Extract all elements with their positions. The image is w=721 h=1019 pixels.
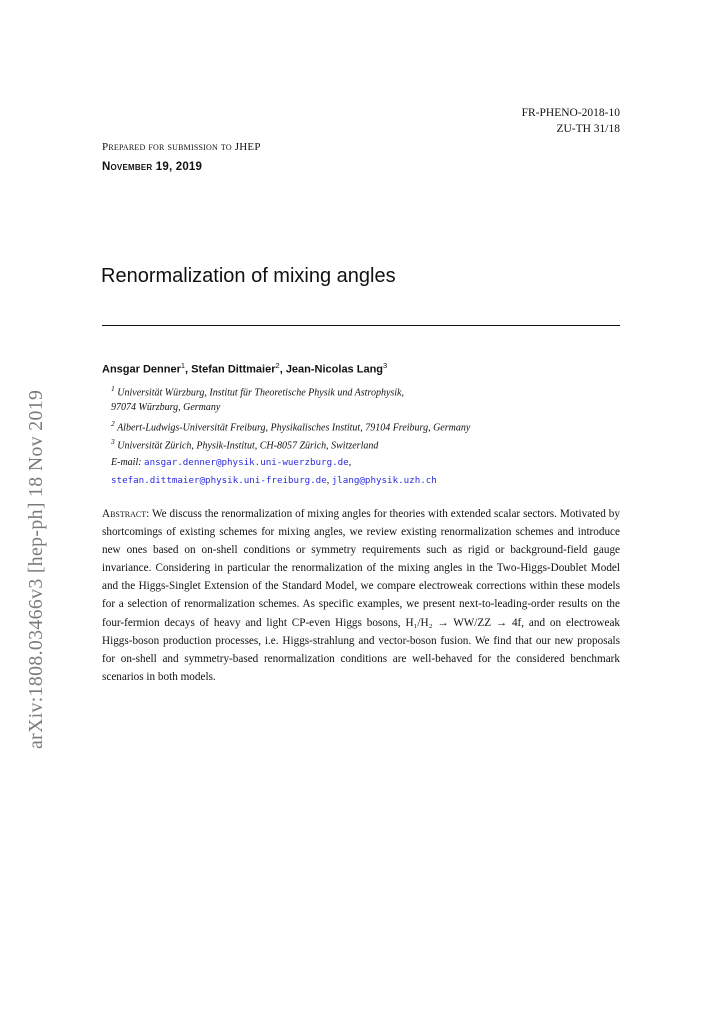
affiliation-marker: 2 bbox=[111, 419, 115, 428]
affiliation-marker: 3 bbox=[111, 437, 115, 446]
email-link-denner[interactable]: ansgar.denner@physik.uni-wuerzburg.de bbox=[144, 457, 349, 468]
affiliation-1-continued: 97074 Würzburg, Germany bbox=[111, 402, 221, 413]
affiliation-3 bbox=[111, 437, 378, 451]
email-link-dittmaier[interactable]: stefan.dittmaier@physik.uni-freiburg.de bbox=[111, 475, 327, 486]
email-separator: , bbox=[326, 475, 332, 486]
author-separator: , bbox=[185, 363, 192, 376]
affiliation-2 bbox=[111, 419, 470, 433]
abstract bbox=[102, 505, 620, 686]
author-name: Ansgar Denner bbox=[102, 363, 181, 376]
prepared-for-journal: Prepared for submission to JHEP bbox=[102, 141, 261, 153]
author-name: Jean-Nicolas Lang bbox=[285, 363, 384, 376]
author-list bbox=[102, 361, 387, 376]
email-line bbox=[111, 457, 351, 468]
preprint-date: November 19, 2019 bbox=[102, 161, 203, 173]
affiliation-1 bbox=[111, 384, 404, 398]
affiliation-text: Albert-Ludwigs-Universität Freiburg, Physikalisches Institut, 79104 Freiburg, Germany bbox=[117, 422, 471, 434]
report-numbers bbox=[522, 105, 620, 137]
arxiv-identifier-stamp: arXiv:1808.03466v3 [hep-ph] 18 Nov 2019 bbox=[25, 389, 47, 749]
paper-title: Renormalization of mixing angles bbox=[101, 265, 396, 287]
abstract-text: We discuss the renormalization of mixing angles for theories with extended scalar sectors. Motivated by shortcomings of existing schemes for mixing angles, we review existing renormalization schemes and introduce new ones based on on-shell conditions or symmetry requirements such as rigid or background-field gauge invariance. Considering in particular the renormalization of the mixing angles in the Two-Higgs-Doublet Model and the Higgs-Singlet Extension of the Standard Model, we compare electroweak corrections within these models for a selection of renormalization schemes. As specific examples, we present next-to-leading-order results on the four-fermion decays of heavy and light CP-even Higgs bosons, H₁/H₂ → WW/ZZ → 4f, and on electroweak Higgs-boson production processes, i.e. Higgs-strahlung and vector-boson fusion. We find that our new proposals for on-shell and symmetry-based renormalization conditions are well-behaved for the considered benchmark scenarios in both models. bbox=[102, 508, 620, 683]
author-affiliation-marker: 3 bbox=[383, 361, 388, 370]
email-label: E-mail: bbox=[111, 457, 142, 468]
report-number: FR-PHENO-2018-10 bbox=[521, 107, 620, 119]
affiliation-text: Universität Würzburg, Institut für Theoretische Physik und Astrophysik, bbox=[117, 387, 404, 399]
author-affiliation-marker: 1 bbox=[180, 361, 186, 370]
report-number: ZU-TH 31/18 bbox=[556, 123, 620, 135]
affiliation-marker: 1 bbox=[111, 384, 115, 393]
affiliation-text: Universität Zürich, Physik-Institut, CH-8057 Zürich, Switzerland bbox=[117, 440, 379, 452]
email-line bbox=[111, 475, 437, 486]
author-separator: , bbox=[279, 363, 286, 376]
email-separator: , bbox=[348, 457, 352, 468]
email-link-lang[interactable]: jlang@physik.uzh.ch bbox=[331, 475, 437, 486]
title-rule bbox=[102, 325, 620, 326]
author-affiliation-marker: 2 bbox=[275, 361, 280, 370]
author-name: Stefan Dittmaier bbox=[191, 363, 276, 376]
abstract-label: Abstract: bbox=[102, 508, 150, 520]
